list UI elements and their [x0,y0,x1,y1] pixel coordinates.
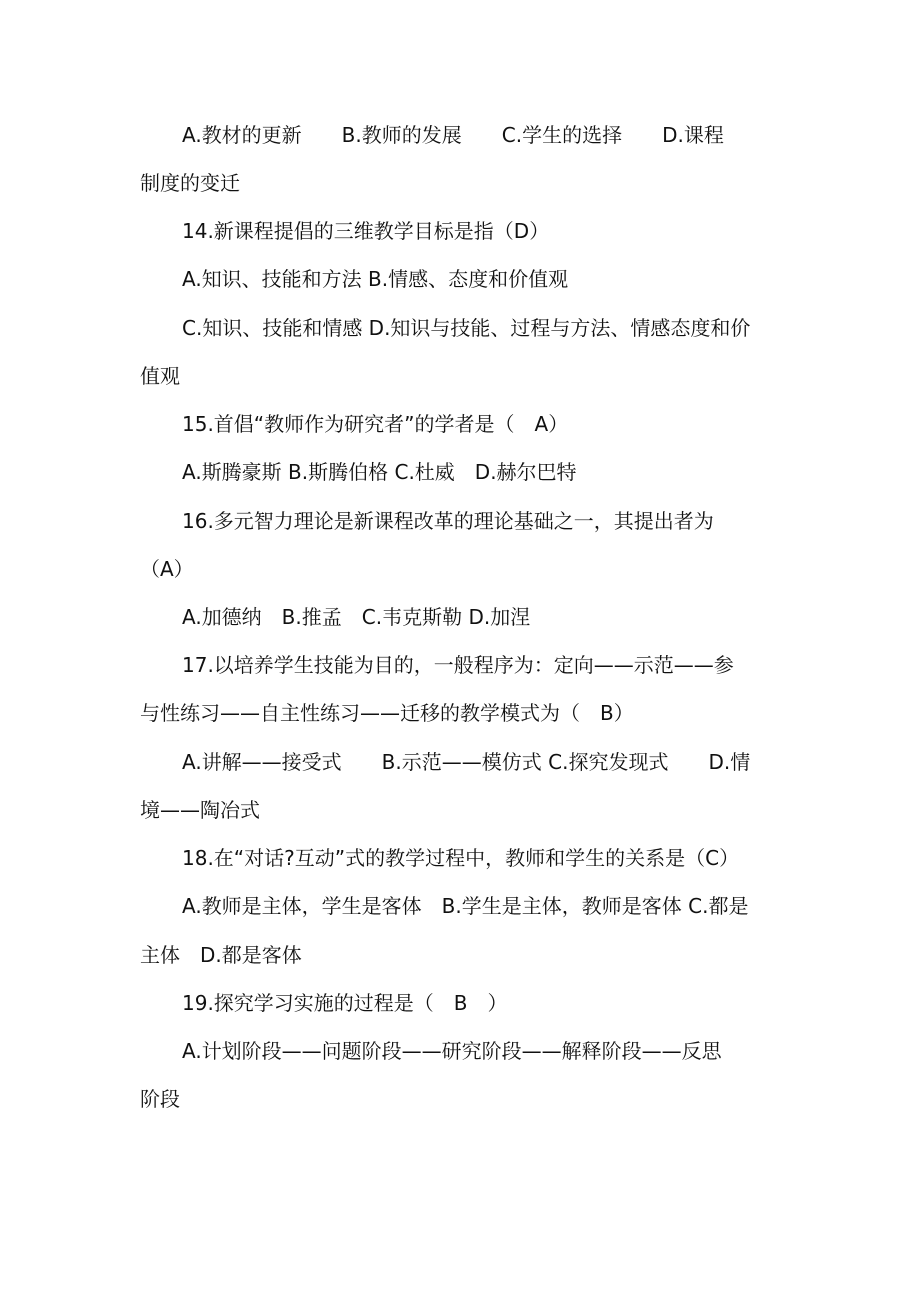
q14-options-line-1: A.知识、技能和方法 B.情感、态度和价值观 [182,267,569,291]
q17-question-line-1: 17.以培养学生技能为目的，一般程序为：定向——示范——参 [182,653,734,677]
q19-options-line-1: A.计划阶段——问题阶段——研究阶段——解释阶段——反思 [182,1039,722,1063]
q16-options: A.加德纳 B.推孟 C.韦克斯勒 D.加涅 [182,605,531,629]
q17-options-line-1: A.讲解——接受式 B.示范——模仿式 C.探究发现式 D.情 [182,750,751,774]
q16-question-line-2: （A） [140,557,194,581]
q15-question: 15.首倡“教师作为研究者”的学者是（ A） [182,412,569,436]
q18-question: 18.在“对话?互动”式的教学过程中，教师和学生的关系是（C） [182,846,740,870]
q14-options-line-2: C.知识、技能和情感 D.知识与技能、过程与方法、情感态度和价 [182,316,751,340]
q18-options-line-1: A.教师是主体，学生是客体 B.学生是主体，教师是客体 C.都是 [182,894,749,918]
q15-options: A.斯腾豪斯 B.斯腾伯格 C.杜威 D.赫尔巴特 [182,460,577,484]
q17-options-line-2: 境——陶冶式 [140,798,260,822]
q13-options-line-1: A.教材的更新 B.教师的发展 C.学生的选择 D.课程 [182,123,724,147]
q16-question-line-1: 16.多元智力理论是新课程改革的理论基础之一，其提出者为 [182,509,714,533]
q17-question-line-2: 与性练习——自主性练习——迁移的教学模式为（ B） [140,701,634,725]
q14-options-line-3: 值观 [140,364,180,388]
q13-options-line-2: 制度的变迁 [140,171,240,195]
q19-options-line-2: 阶段 [140,1087,180,1111]
q19-question: 19.探究学习实施的过程是（ B ） [182,991,508,1015]
q14-question: 14.新课程提倡的三维教学目标是指（D） [182,219,550,243]
q18-options-line-2: 主体 D.都是客体 [140,943,302,967]
